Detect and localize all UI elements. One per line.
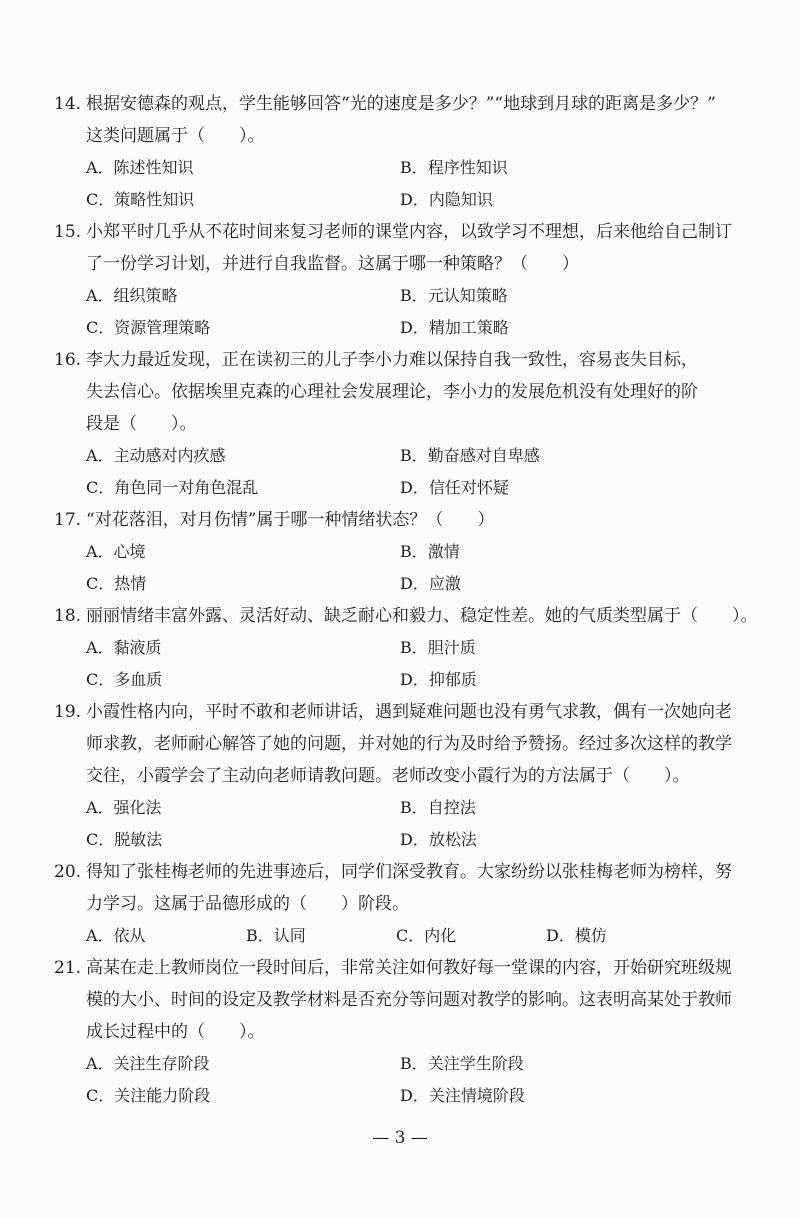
option-b[interactable]: B．激情 [400, 542, 460, 561]
option-c[interactable]: C．策略性知识 [86, 190, 195, 209]
option-c[interactable]: C．热情 [86, 574, 147, 593]
option-c[interactable]: C．多血质 [86, 670, 163, 689]
option-d[interactable]: D．模仿 [546, 926, 607, 945]
option-c[interactable]: C．脱敏法 [86, 830, 163, 849]
options-row [54, 536, 734, 568]
option-b[interactable]: B．自控法 [400, 798, 476, 817]
option-d[interactable]: D．信任对怀疑 [400, 478, 509, 497]
question-number: 16. [54, 350, 82, 370]
question-stem-line: 14. 根据安德森的观点，学生能够回答“光的速度是多少？”“地球到月球的距离是多少？” [54, 88, 734, 120]
question-stem-line: 成长过程中的（ ）。 [86, 1022, 265, 1042]
page-number: — 3 — [372, 1128, 428, 1148]
option-b[interactable]: B．认同 [246, 926, 306, 945]
option-c[interactable]: C．角色同一对角色混乱 [86, 478, 259, 497]
option-a[interactable]: A．组织策略 [86, 286, 178, 305]
option-b[interactable]: B．勤奋感对自卑感 [400, 446, 540, 465]
question-number: 18. [54, 606, 82, 626]
question-stem-line: 20. 得知了张桂梅老师的先进事迹后，同学们深受教育。大家纷纷以张桂梅老师为榜样，努 [54, 856, 734, 888]
question-number: 17. [54, 510, 82, 530]
question-stem-line: 段是（ ）。 [86, 414, 197, 434]
question-14 [54, 88, 734, 216]
question-stem-line: 15. 小郑平时几乎从不花时间来复习老师的课堂内容，以致学习不理想，后来他给自己制订 [54, 216, 734, 248]
option-a[interactable]: A．依从 [86, 926, 146, 945]
question-stem-line: 17. “对花落泪，对月伤情”属于哪一种情绪状态？（ ） [54, 504, 734, 536]
option-d[interactable]: D．关注情境阶段 [400, 1086, 525, 1105]
option-d[interactable]: D．放松法 [400, 830, 477, 849]
question-17 [54, 504, 734, 600]
options-row [54, 664, 734, 696]
options-row [54, 1048, 734, 1080]
question-stem-line: 16. 李大力最近发现，正在读初三的儿子李小力难以保持自我一致性，容易丧失目标， [54, 344, 734, 376]
question-number: 14. [54, 94, 82, 114]
option-d[interactable]: D．抑郁质 [400, 670, 477, 689]
question-15 [54, 216, 734, 344]
options-row [54, 1080, 734, 1112]
question-stem-line: 了一份学习计划，并进行自我监督。这属于哪一种策略？（ ） [86, 254, 579, 274]
option-b[interactable]: B．胆汁质 [400, 638, 476, 657]
question-16 [54, 344, 734, 504]
options-row [54, 632, 734, 664]
options-row [54, 184, 734, 216]
option-a[interactable]: A．陈述性知识 [86, 158, 194, 177]
option-c[interactable]: C．资源管理策略 [86, 318, 211, 337]
options-row [54, 472, 734, 504]
options-row [54, 792, 734, 824]
option-b[interactable]: B．元认知策略 [400, 286, 508, 305]
options-row [54, 568, 734, 600]
question-number: 21. [54, 958, 82, 978]
question-stem-line: 力学习。这属于品德形成的（ ）阶段。 [86, 894, 409, 914]
question-stem-line: 这类问题属于（ ）。 [86, 126, 265, 146]
option-a[interactable]: A．强化法 [86, 798, 162, 817]
option-a[interactable]: A．主动感对内疚感 [86, 446, 226, 465]
question-stem-line: 模的大小、时间的设定及教学材料是否充分等问题对教学的影响。这表明高某处于教师 [86, 990, 732, 1010]
question-19 [54, 696, 734, 856]
question-21 [54, 952, 734, 1112]
option-c[interactable]: C．关注能力阶段 [86, 1086, 211, 1105]
option-a[interactable]: A．黏液质 [86, 638, 162, 657]
options-row [54, 280, 734, 312]
options-row [54, 920, 734, 952]
option-b[interactable]: B．关注学生阶段 [400, 1054, 524, 1073]
question-number: 19. [54, 702, 82, 722]
question-18 [54, 600, 758, 696]
question-stem-line: 21. 高某在走上教师岗位一段时间后，非常关注如何教好每一堂课的内容，开始研究班级规 [54, 952, 734, 984]
question-number: 20. [54, 862, 82, 882]
option-b[interactable]: B．程序性知识 [400, 158, 508, 177]
option-a[interactable]: A．关注生存阶段 [86, 1054, 210, 1073]
option-c[interactable]: C．内化 [396, 926, 457, 945]
option-a[interactable]: A．心境 [86, 542, 146, 561]
question-stem-line: 19. 小霞性格内向，平时不敢和老师讲话，遇到疑难问题也没有勇气求教，偶有一次她向老 [54, 696, 734, 728]
options-row [54, 440, 734, 472]
question-number: 15. [54, 222, 82, 242]
option-d[interactable]: D．内隐知识 [400, 190, 493, 209]
question-stem-line: 失去信心。依据埃里克森的心理社会发展理论，李小力的发展危机没有处理好的阶 [86, 382, 698, 402]
option-d[interactable]: D．精加工策略 [400, 318, 509, 337]
question-stem-line: 18. 丽丽情绪丰富外露、灵活好动、缺乏耐心和毅力、稳定性差。她的气质类型属于（ ）。 [54, 600, 734, 632]
question-20 [54, 856, 734, 952]
question-stem-line: 师求教，老师耐心解答了她的问题，并对她的行为及时给予赞扬。经过多次这样的教学 [86, 734, 732, 754]
question-stem-line: 交往，小霞学会了主动向老师请教问题。老师改变小霞行为的方法属于（ ）。 [86, 766, 690, 786]
options-row [54, 824, 734, 856]
option-d[interactable]: D．应激 [400, 574, 461, 593]
options-row [54, 312, 734, 344]
options-row [54, 152, 734, 184]
